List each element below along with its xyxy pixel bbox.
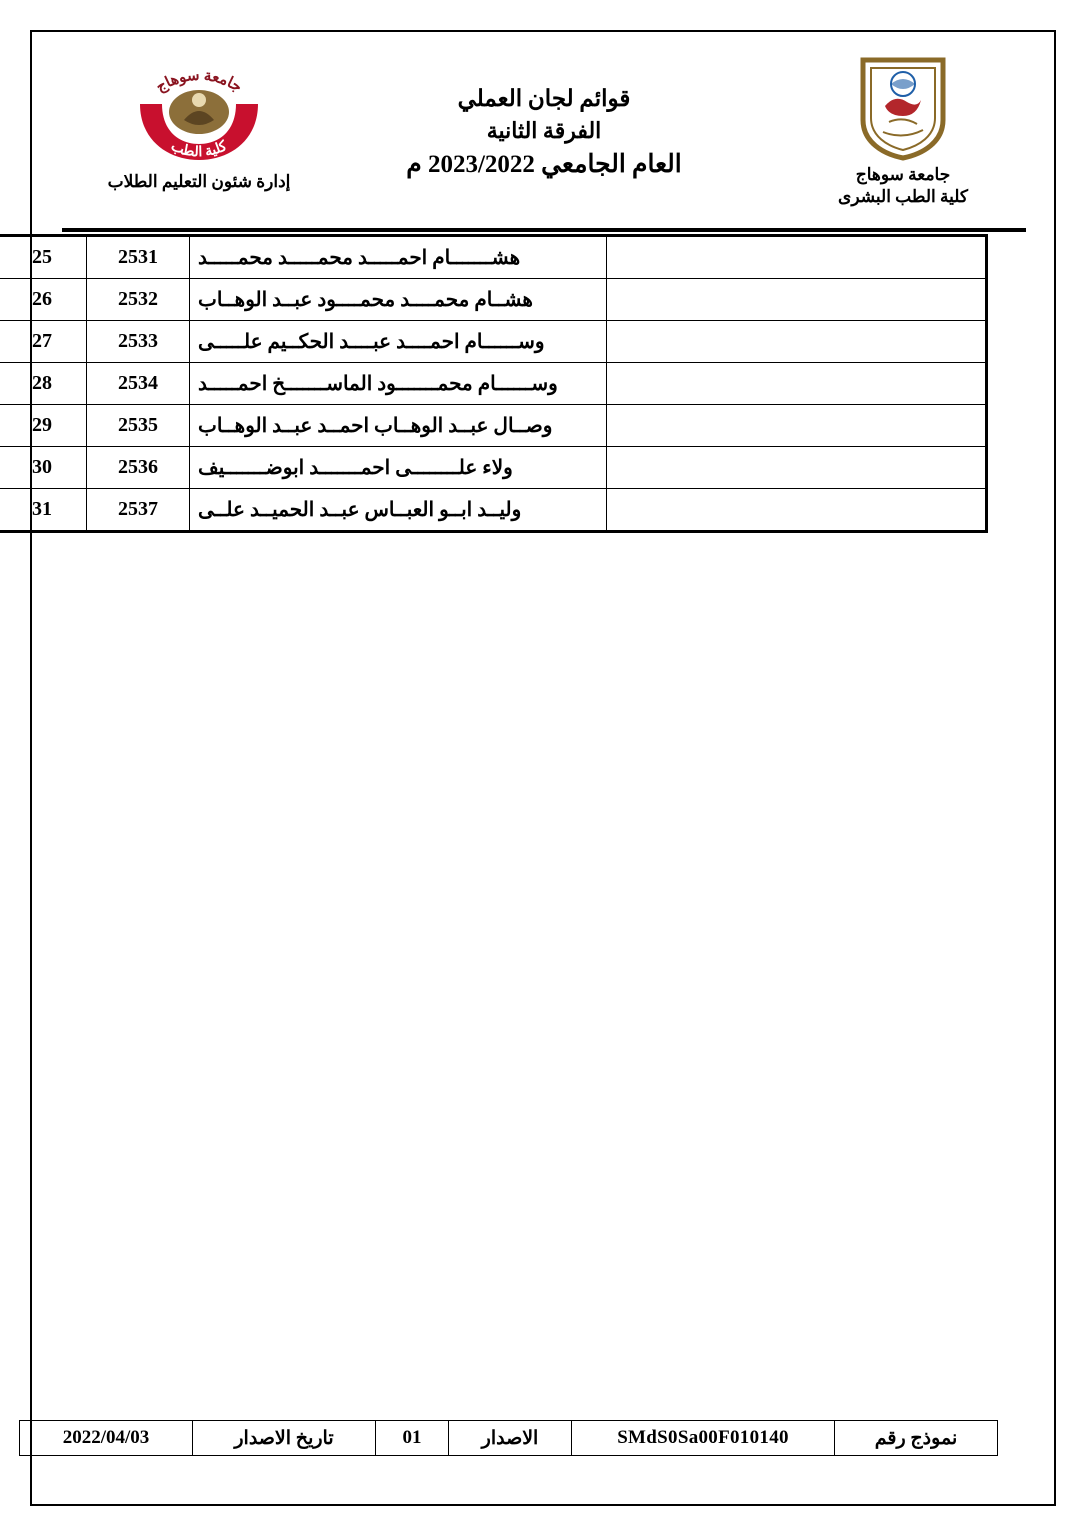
title-line-2: الفرقة الثانية <box>486 118 602 144</box>
right-logo-caption-line-1: جامعة سوهاج <box>855 165 951 184</box>
table-row <box>0 321 987 363</box>
sohag-university-seal-icon <box>855 54 951 162</box>
row-student-id: 2537 <box>87 489 190 532</box>
footer-table <box>19 1420 998 1456</box>
row-notes-cell <box>607 489 987 532</box>
row-index: 26 <box>0 279 87 321</box>
document-footer <box>62 1420 998 1456</box>
row-student-name: وســــــام محمـــــــود الماســـــــخ احمـــــد <box>190 363 607 405</box>
roster-table <box>0 234 988 533</box>
row-index: 27 <box>0 321 87 363</box>
row-student-name: ولاء علــــــــى احمـــــــد ابوضـــــــيف <box>190 447 607 489</box>
footer-form-code: SMdS0Sa00F010140 <box>572 1421 835 1456</box>
row-student-id: 2534 <box>87 363 190 405</box>
row-student-id: 2531 <box>87 236 190 279</box>
table-row <box>0 405 987 447</box>
footer-row <box>20 1421 998 1456</box>
row-student-name: وســــــام احمــــد عبــــد الحكــيم علـــــى <box>190 321 607 363</box>
footer-issue-number: 01 <box>376 1421 449 1456</box>
svg-text:جامعة سوهاج: جامعة سوهاج <box>153 67 245 96</box>
footer-issue-date: 2022/04/03 <box>20 1421 193 1456</box>
row-notes-cell <box>607 363 987 405</box>
document-header <box>64 52 1024 212</box>
page-content <box>64 52 1024 212</box>
row-index: 30 <box>0 447 87 489</box>
right-logo-block <box>788 54 1018 208</box>
row-student-name: وليــد ابــو العبــاس عبــد الحميــد علــى <box>190 489 607 532</box>
footer-issue-date-label: تاريخ الاصدار <box>193 1421 376 1456</box>
svg-text:كلية الطب: كلية الطب <box>168 139 230 161</box>
row-index: 28 <box>0 363 87 405</box>
right-logo-caption-line-2: كلية الطب البشرى <box>838 187 968 207</box>
left-logo-caption: إدارة شئون التعليم الطلاب <box>107 172 291 191</box>
table-row <box>0 236 987 279</box>
row-student-id: 2535 <box>87 405 190 447</box>
title-line-1: قوائم لجان العملي <box>457 86 631 111</box>
row-notes-cell <box>607 236 987 279</box>
roster-table-wrapper <box>32 234 988 533</box>
header-divider <box>62 228 1026 232</box>
table-row <box>0 447 987 489</box>
title-line-3: العام الجامعي 2023/2022 م <box>406 151 682 179</box>
table-row <box>0 363 987 405</box>
row-student-name: هشـــــــام احمـــــد محمـــــد محمـــــد <box>190 236 607 279</box>
row-index: 29 <box>0 405 87 447</box>
row-student-id: 2533 <box>87 321 190 363</box>
row-student-id: 2532 <box>87 279 190 321</box>
row-student-id: 2536 <box>87 447 190 489</box>
roster-table-body <box>0 236 987 532</box>
table-row <box>0 279 987 321</box>
row-student-name: هشــام محمــــد محمــــود عبــد الوهــاب <box>190 279 607 321</box>
footer-form-label: نموذج رقم <box>835 1421 998 1456</box>
footer-issue-label: الاصدار <box>449 1421 572 1456</box>
row-notes-cell <box>607 321 987 363</box>
row-notes-cell <box>607 279 987 321</box>
row-notes-cell <box>607 447 987 489</box>
row-index: 25 <box>0 236 87 279</box>
row-student-name: وصــال عبــد الوهــاب احمــد عبــد الوهــاب <box>190 405 607 447</box>
table-row <box>0 489 987 532</box>
row-index: 31 <box>0 489 87 532</box>
row-notes-cell <box>607 405 987 447</box>
right-logo-caption <box>788 164 1018 208</box>
